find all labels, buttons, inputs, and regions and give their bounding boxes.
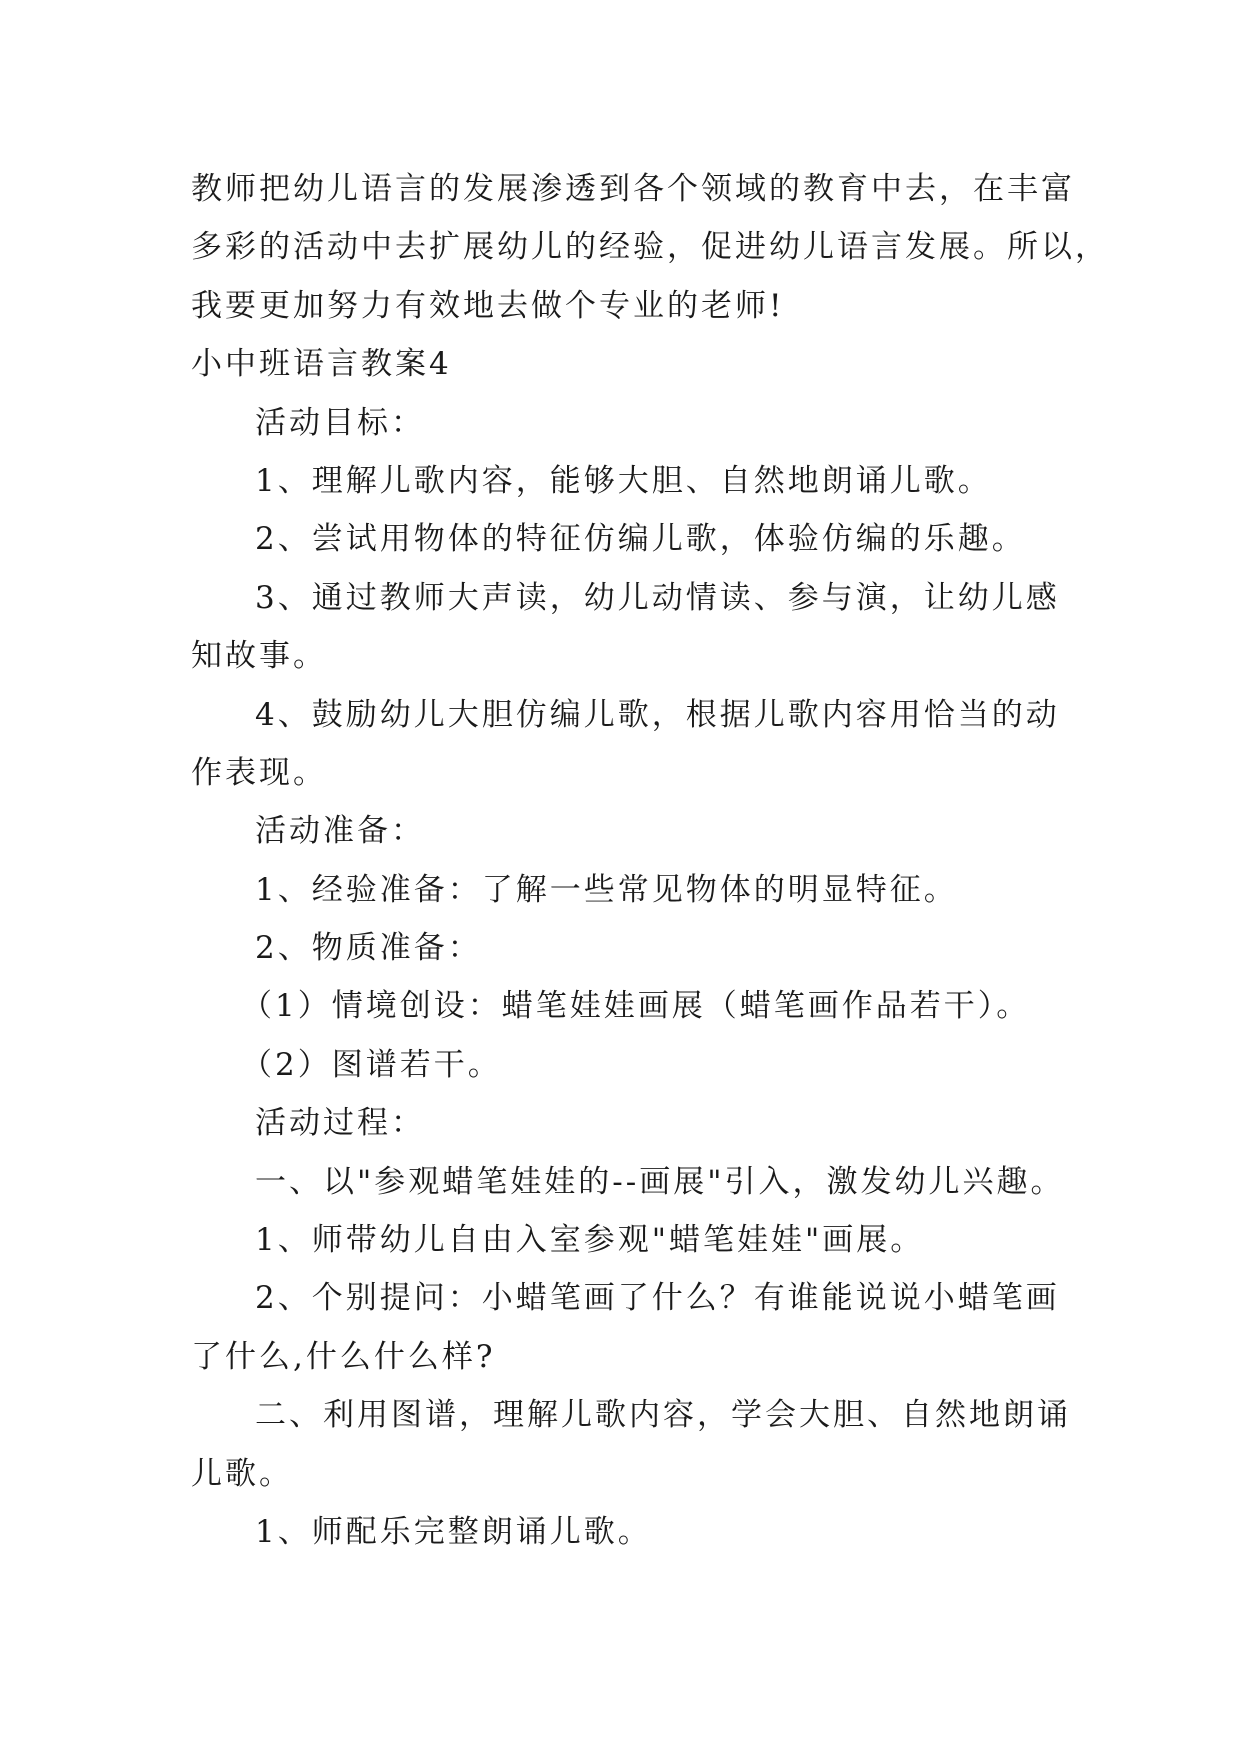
process-step-2: 二、利用图谱，理解儿歌内容，学会大胆、自然地朗诵: [255, 1397, 1071, 1434]
process-step-2-1: 1、师配乐完整朗诵儿歌。: [255, 1513, 652, 1550]
intro-line-2: 多彩的活动中去扩展幼儿的经验，促进幼儿语言发展。所以，: [191, 229, 1109, 266]
goals-heading: 活动目标：: [255, 404, 425, 441]
section-title: 小中班语言教案4: [191, 346, 452, 383]
goal-item-4: 4、鼓励幼儿大胆仿编儿歌，根据儿歌内容用恰当的动: [255, 696, 1060, 733]
prep-subitem-2: （2）图谱若干。: [241, 1046, 502, 1083]
goal-item-3: 3、通过教师大声读，幼儿动情读、参与演，让幼儿感: [255, 579, 1060, 616]
intro-line-1: 教师把幼儿语言的发展渗透到各个领域的教育中去，在丰富: [191, 171, 1075, 207]
process-heading: 活动过程：: [255, 1105, 425, 1142]
prep-item-1: 1、经验准备：了解一些常见物体的明显特征。: [255, 871, 958, 908]
process-step-1-1: 1、师带幼儿自由入室参观"蜡笔娃娃"画展。: [255, 1222, 925, 1259]
document-body: [191, 160, 1109, 1561]
prep-heading: 活动准备：: [255, 813, 425, 850]
goal-item-1: 1、理解儿歌内容，能够大胆、自然地朗诵儿歌。: [255, 462, 992, 499]
goal-item-4-cont: 作表现。: [191, 754, 327, 791]
prep-subitem-1: （1）情境创设：蜡笔娃娃画展（蜡笔画作品若干）。: [241, 988, 1031, 1025]
process-step-1-2-cont: 了什么,什么什么样?: [191, 1338, 496, 1375]
process-step-1: 一、以"参观蜡笔娃娃的--画展"引入，激发幼儿兴趣。: [255, 1163, 1065, 1200]
goal-item-3-cont: 知故事。: [191, 638, 327, 675]
intro-line-3: 我要更加努力有效地去做个专业的老师!: [191, 287, 785, 324]
process-step-1-2: 2、个别提问：小蜡笔画了什么？有谁能说说小蜡笔画: [255, 1280, 1060, 1317]
goal-item-2: 2、尝试用物体的特征仿编儿歌，体验仿编的乐趣。: [255, 521, 1026, 558]
process-step-2-cont: 儿歌。: [191, 1455, 293, 1492]
prep-item-2: 2、物质准备：: [255, 930, 482, 967]
